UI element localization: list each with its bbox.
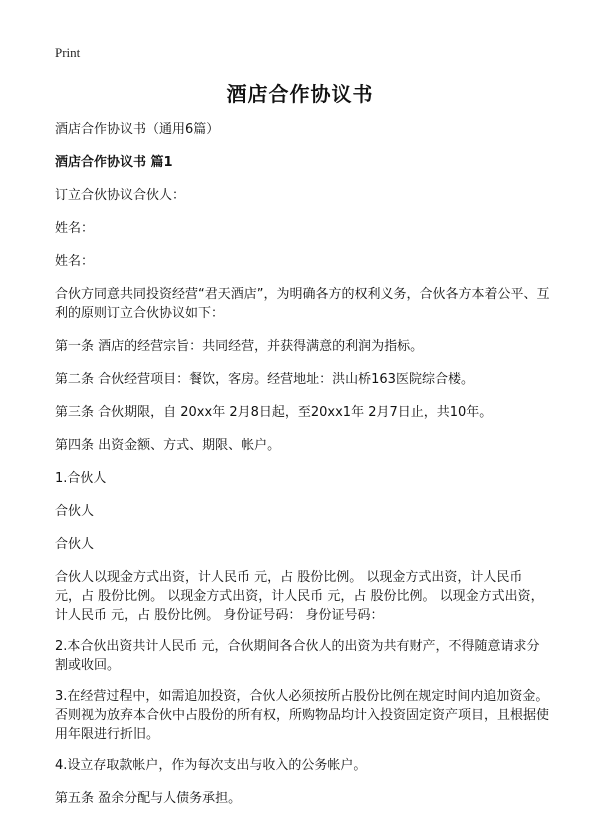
paragraph: 1.合伙人	[55, 471, 107, 486]
paragraph: 订立合伙协议合伙人：	[55, 188, 186, 203]
paragraph: 第三条 合伙期限，自 20xx年 2月8日起，至20xx1年 2月7日止，共10年。	[55, 405, 493, 420]
paragraph: 第五条 盈余分配与人债务承担。	[55, 791, 242, 806]
document-body	[55, 120, 550, 822]
subtitle-paragraph: 酒店合作协议书（通用6篇）	[55, 122, 220, 137]
paragraph: 第一条 酒店的经营宗旨：共同经营，并获得满意的利润为指标。	[55, 339, 424, 354]
paragraph: 合伙人	[55, 537, 95, 552]
print-link[interactable]: Print	[55, 45, 81, 60]
paragraph: 姓名：	[55, 221, 95, 236]
paragraph: 3.在经营过程中，如需追加投资，合伙人必须按所占股份比例在规定时间内追加资金。否则视为放弃本合伙中占股份的所有权，所购物品均计入投资固定资产项目，且根据使用年限进行折旧。	[55, 689, 550, 742]
paragraph: 合伙人	[55, 504, 95, 519]
paragraph: 第二条 合伙经营项目：餐饮，客房。经营地址：洪山桥163医院综合楼。	[55, 372, 474, 387]
paragraph: 第四条 出资金额、方式、期限、帐户。	[55, 438, 281, 453]
paragraph: 姓名：	[55, 254, 95, 269]
paragraph: 合伙人以现金方式出资，计人民币 元，占 股份比例。 以现金方式出资，计人民币 元，占 股份比例。 以现金方式出资，计人民币 元，占 股份比例。 以现金方式出资，计人民币 元，占 股份比例。 身份证号码： 身份证号码：	[55, 570, 544, 623]
paragraph: 合伙方同意共同投资经营“君天酒店”，为明确各方的权利义务，合伙各方本着公平、互利的原则订立合伙协议如下：	[55, 287, 550, 321]
page-title: 酒店合作协议书	[226, 82, 374, 106]
paragraph: 4.设立存取款帐户，作为每次支出与收入的公务帐户。	[55, 758, 367, 773]
paragraph: 2.本合伙出资共计人民币 元，合伙期间各合伙人的出资为共有财产，不得随意请求分割或收回。	[55, 639, 540, 673]
section-heading: 酒店合作协议书 篇1	[55, 155, 173, 170]
